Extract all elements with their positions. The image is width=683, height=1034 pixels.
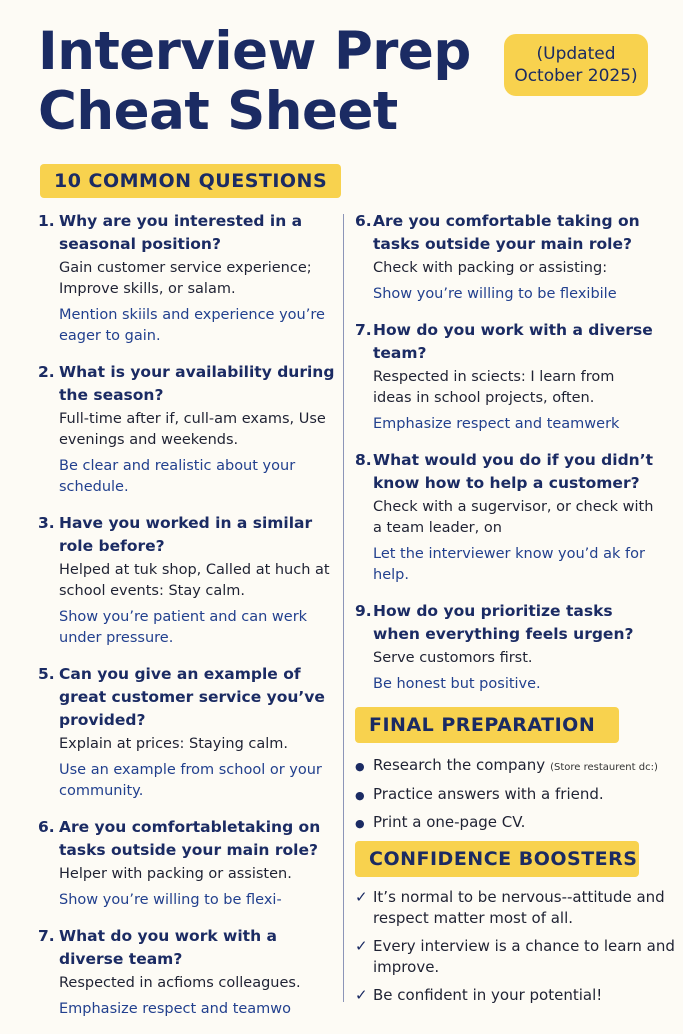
final-item-text: Print a one-page CV.: [373, 813, 526, 831]
question-number: 2.: [38, 363, 55, 381]
title-line-2: Cheat Sheet: [38, 81, 398, 142]
final-preparation-list: [355, 752, 675, 837]
question-text: Are you comfortable taking on tasks outside your main role?: [373, 212, 640, 253]
checkmark-icon: ✓: [355, 986, 368, 1004]
question-number: 7.: [355, 321, 372, 339]
question-tip: Show you’re patient and can werk under pressure.: [59, 609, 308, 646]
question-tip: Use an example from school or your community.: [59, 762, 322, 799]
question-item: [355, 600, 655, 695]
question-item: [38, 816, 338, 911]
question-item: [38, 361, 338, 498]
list-item: [355, 936, 675, 978]
right-question-column: [355, 210, 655, 709]
question-tip: Let the interviewer know you’d ak for help.: [373, 546, 645, 583]
checkmark-icon: ✓: [355, 937, 368, 955]
left-question-column: [38, 210, 338, 1034]
title-line-1: Interview Prep: [38, 21, 471, 82]
question-tip: Be honest but positive.: [373, 676, 541, 692]
question-item: [355, 210, 655, 305]
checkmark-icon: ✓: [355, 888, 368, 906]
question-tip: Emphasize respect and teamwerk: [373, 416, 620, 432]
column-divider: [343, 214, 344, 1002]
confidence-boosters-title: CONFIDENCE BOOSTERS: [355, 841, 639, 877]
confidence-item-text: It’s normal to be nervous--attitude and respect matter most of all.: [373, 888, 665, 927]
final-item-text: Research the company: [373, 756, 546, 774]
updated-badge: [504, 34, 648, 96]
confidence-boosters-list: [355, 887, 675, 1013]
question-item: [38, 512, 338, 649]
question-text: How do you work with a diverse team?: [373, 321, 653, 362]
question-text: What would you do if you didn’t know how to help a customer?: [373, 451, 653, 492]
question-tip: Show you’re willing to be flexi-: [59, 892, 282, 908]
list-item: [355, 985, 675, 1006]
final-item-text: Practice answers with a friend.: [373, 785, 604, 803]
list-item: [355, 752, 675, 781]
question-number: 6.: [38, 818, 55, 836]
questions-section-title: 10 COMMON QUESTIONS: [40, 164, 341, 198]
question-text: Have you worked in a similar role before?: [59, 514, 313, 555]
question-text: Can you give an example of great customer service you’ve provided?: [59, 665, 325, 729]
question-number: 9.: [355, 602, 372, 620]
question-number: 1.: [38, 212, 55, 230]
question-text: Are you comfortabletaking on tasks outside your main role?: [59, 818, 321, 859]
list-item: [355, 809, 675, 837]
confidence-item-text: Every interview is a chance to learn and improve.: [373, 937, 675, 976]
question-text: How do you prioritize tasks when everything feels urgen?: [373, 602, 634, 643]
question-answer: Gain customer service experience; Improve skills, or salam.: [59, 260, 312, 297]
question-item: [355, 319, 655, 435]
list-item: [355, 781, 675, 809]
question-text: Why are you interested in a seasonal position?: [59, 212, 303, 253]
question-item: [38, 210, 338, 347]
question-item: [38, 663, 338, 802]
list-item: [355, 887, 675, 929]
final-item-note: (Store restaurent dc:): [550, 762, 658, 773]
question-number: 3.: [38, 514, 55, 532]
question-number: 6.: [355, 212, 372, 230]
question-item: [355, 449, 655, 586]
question-item: [38, 925, 338, 1020]
question-number: 5.: [38, 665, 55, 683]
updated-text: (Updated October 2025): [514, 44, 638, 86]
question-text: What do you work with a diverse team?: [59, 927, 277, 968]
confidence-item-text: Be confident in your potential!: [373, 986, 603, 1004]
question-tip: Be clear and realistic about your schedule.: [59, 458, 296, 495]
question-answer: Serve customors first.: [373, 650, 533, 666]
question-answer: Respected in sciects: I learn from ideas in school projects, often.: [373, 369, 615, 406]
final-preparation-title: FINAL PREPARATION: [355, 707, 619, 743]
question-answer: Helper with packing or assisten.: [59, 866, 292, 882]
question-answer: Helped at tuk shop, Called at huch at school events: Stay calm.: [59, 562, 330, 599]
question-tip: Emphasize respect and teamwo: [59, 1001, 292, 1017]
question-tip: Mention skiils and experience you’re eager to gain.: [59, 307, 325, 344]
question-answer: Full-time after if, cull-am exams, Use evenings and weekends.: [59, 411, 326, 448]
question-answer: Check with a sugervisor, or check with a team leader, on: [373, 499, 654, 536]
bullet-icon: ●: [355, 817, 365, 830]
question-answer: Explain at prices: Staying calm.: [59, 736, 289, 752]
bullet-icon: ●: [355, 760, 365, 773]
question-number: 7.: [38, 927, 55, 945]
question-text: What is your availability during the season?: [59, 363, 335, 404]
bullet-icon: ●: [355, 789, 365, 802]
question-tip: Show you’re willing to be flexibile: [373, 286, 617, 302]
page-title: [38, 22, 471, 142]
question-answer: Respected in acfioms colleagues.: [59, 975, 301, 991]
question-answer: Check with packing or assisting:: [373, 260, 608, 276]
question-number: 8.: [355, 451, 372, 469]
